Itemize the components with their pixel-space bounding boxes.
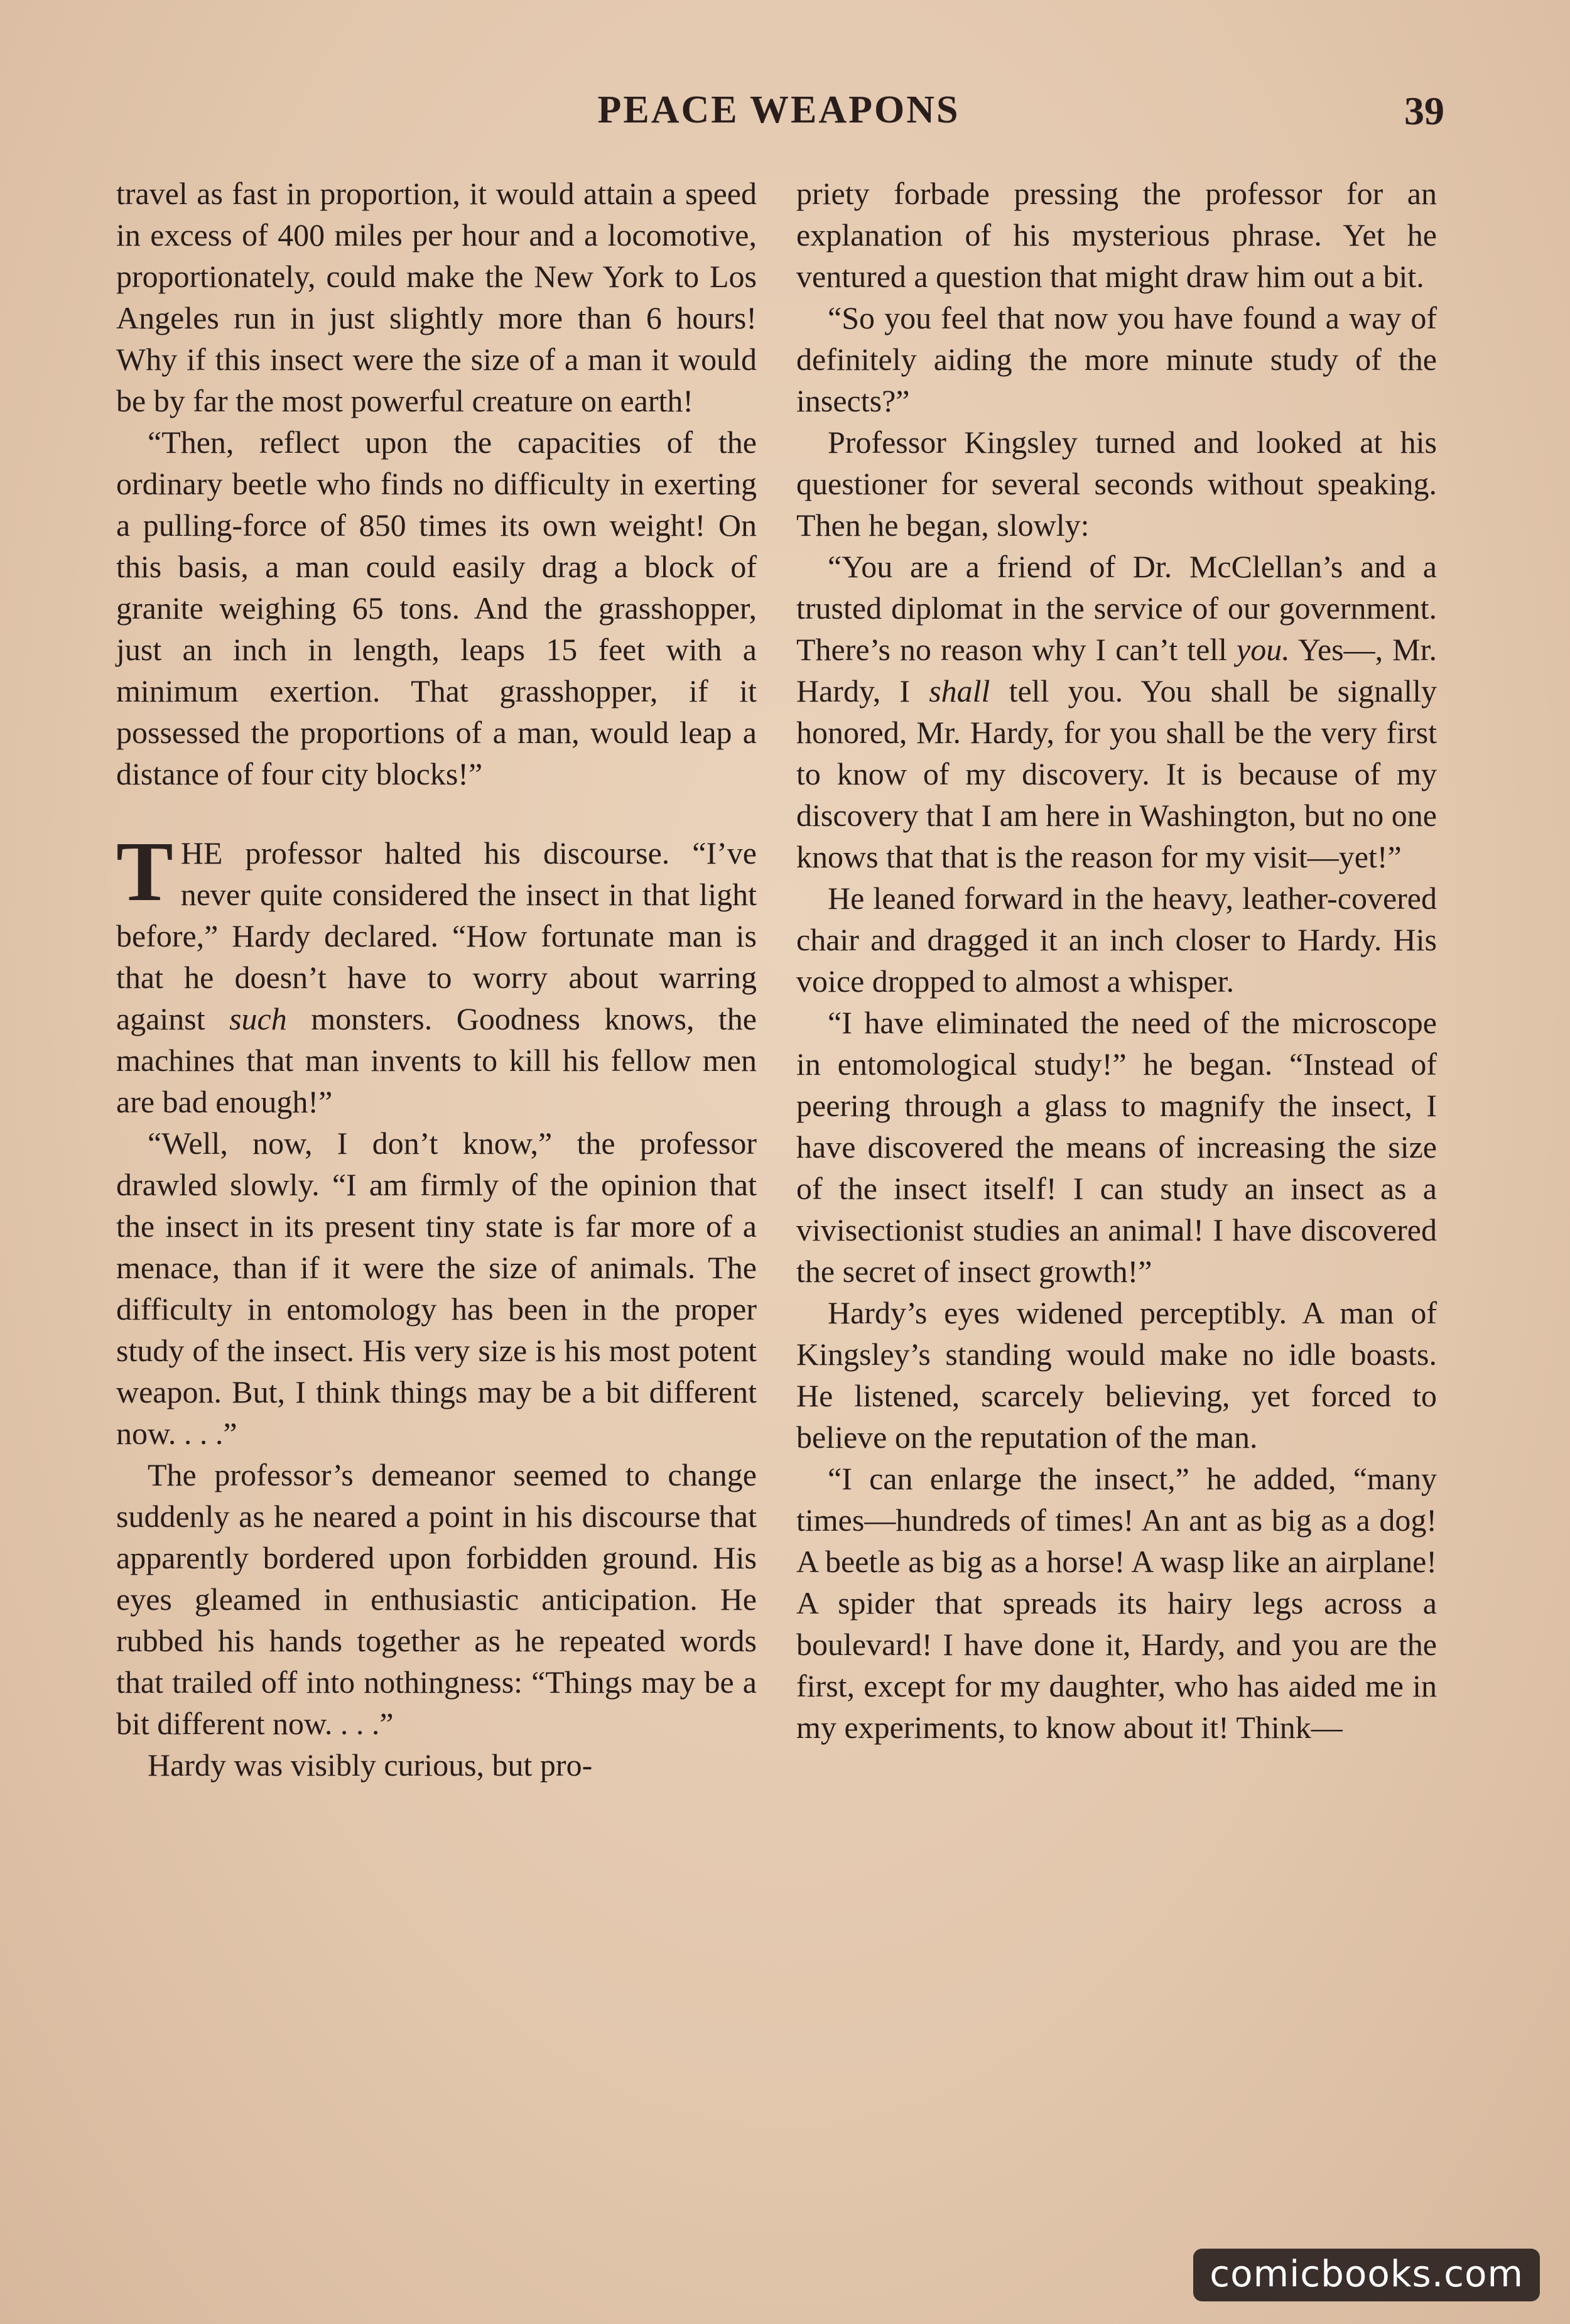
paragraph: Professor Kingsley turned and looked at his questioner for several seconds without speaking. Then he began, slowly: — [796, 425, 1437, 543]
paragraph: “I have eliminated the need of the microscope in entomological study!” he began. “Instead of peering through a glass to magnify the insect, I have discovered the means of increasing the size of the insect itself! I can study an insect as a vivisectionist studies an animal! I have discovered the secret of insect growth!” — [796, 1005, 1437, 1289]
page-number: 39 — [1404, 89, 1444, 133]
running-title: PEACE WEAPONS — [597, 89, 960, 131]
paragraph: Hardy’s eyes widened perceptibly. A man of Kingsley’s standing would make no idle boasts. He listened, scarcely believing, yet forced to believe on the reputation of the man. — [796, 1295, 1437, 1455]
paragraph-text: HE professor halted his discourse. “I’ve never quite considered the insect in that light before,” Hardy declared. “How fortunate man is that he doesn’t have to worry about warring against — [116, 835, 757, 1036]
paragraph: He leaned forward in the heavy, leather-covered chair and dragged it an inch closer to Hardy. His voice dropped to almost a whisper. — [796, 881, 1437, 999]
paragraph: “Well, now, I don’t know,” the professor drawled slowly. “I am firmly of the opinion that the insect in its present tiny state is far more of a menace, than if it were the size of animals. The difficulty in entomology has been in the proper study of the insect. His very size is his most potent weapon. But, I think things may be a bit different now. . . .” — [116, 1126, 757, 1451]
paragraph-text: Yes—, Mr. Hardy, I — [796, 632, 1437, 709]
paragraph-text: “You are a friend of Dr. McClellan’s and a trusted diplomat in the service of our government. There’s no reason why I can’t tell — [796, 549, 1437, 667]
emphasis: such — [229, 1001, 287, 1036]
emphasis: shall — [929, 673, 990, 709]
drop-cap: T — [116, 825, 173, 919]
right-column — [796, 173, 1437, 2151]
emphasis: you. — [1237, 632, 1290, 667]
paragraph: “I can enlarge the insect,” he added, “many times—hundreds of times! An ant as big as a dog! A beetle as big as a horse! A wasp like an airplane! A spider that spreads its hairy legs across a boulevard! I have done it, Hardy, and you are the first, except for my daughter, who has aided me in my experiments, to know about it! Think— — [796, 1461, 1437, 1745]
watermark-logo: comicbooks.com — [1193, 2249, 1540, 2301]
paragraph-text: tell you. You shall be signally honored, Mr. Hardy, for you shall be the very first to know of my discovery. It is because of my discovery that I am here in Washington, but no one knows that that is the reason for my visit—yet!” — [796, 673, 1437, 874]
paragraph — [796, 546, 1437, 877]
paragraph: priety forbade pressing the professor for an explanation of his mysterious phrase. Yet he ventured a question that might draw him out a bit. — [796, 176, 1437, 294]
paragraph: travel as fast in proportion, it would attain a speed in excess of 400 miles per hour and a locomotive, proportionately, could make the New York to Los Angeles run in just slightly more than 6 hours! Why if this insect were the size of a man it would be by far the most powerful creature on earth! — [116, 176, 757, 418]
page-header — [113, 88, 1444, 144]
paragraph: The professor’s demeanor seemed to change suddenly as he neared a point in his discourse that apparently bordered upon forbidden ground. His eyes gleamed in enthusiastic anticipation. He rubbed his hands together as he repeated words that trailed off into nothingness: “Things may be a bit different now. . . .” — [116, 1457, 757, 1741]
paragraph-dropcap — [116, 825, 757, 1122]
paragraph-text: monsters. Goodness knows, the machines that man invents to kill his fellow men are bad enough!” — [116, 1001, 757, 1119]
paragraph: “So you feel that now you have found a way of definitely aiding the more minute study of the insects?” — [796, 300, 1437, 418]
paragraph: “Then, reflect upon the capacities of the ordinary beetle who finds no difficulty in exerting a pulling-force of 850 times its own weight! On this basis, a man could easily drag a block of granite weighing 65 tons. And the grasshopper, just an inch in length, leaps 15 feet with a minimum exertion. That grasshopper, if it possessed the proportions of a man, would leap a distance of four city blocks!” — [116, 425, 757, 791]
left-column — [116, 173, 757, 2151]
paragraph: Hardy was visibly curious, but pro- — [148, 1747, 593, 1783]
